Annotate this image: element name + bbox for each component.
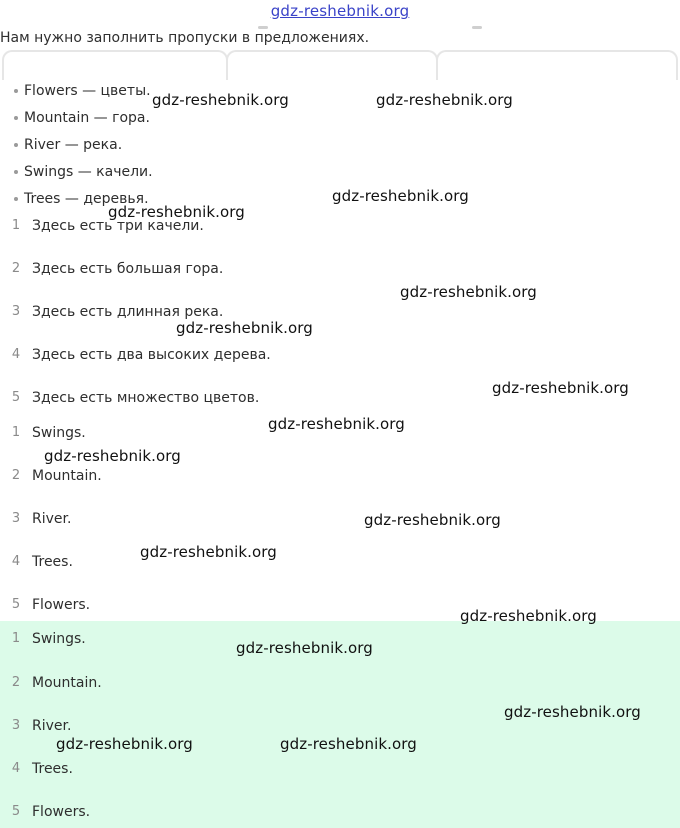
item-number: 2 bbox=[11, 261, 21, 276]
item-number: 5 bbox=[11, 597, 21, 612]
watermark-text: gdz-reshebnik.org bbox=[376, 91, 513, 109]
item-text: Здесь есть три качели. bbox=[32, 218, 204, 234]
item-number: 3 bbox=[11, 511, 21, 526]
item-number: 1 bbox=[11, 425, 21, 440]
item-number: 4 bbox=[11, 554, 21, 569]
item-text: Swings. bbox=[32, 631, 86, 647]
item-number: 5 bbox=[11, 390, 21, 405]
tab-2-label-fragment bbox=[258, 26, 268, 29]
watermark-text: gdz-reshebnik.org bbox=[492, 379, 629, 397]
watermark-text: gdz-reshebnik.org bbox=[400, 283, 537, 301]
item-text: Flowers. bbox=[32, 597, 91, 613]
item-text: Mountain. bbox=[32, 675, 102, 691]
tab-3[interactable] bbox=[436, 50, 678, 82]
item-number: 3 bbox=[11, 718, 21, 733]
site-header bbox=[0, 0, 680, 26]
item-text: River. bbox=[32, 718, 72, 734]
item-text: Trees. bbox=[32, 761, 73, 777]
vocab-text: Trees — деревья. bbox=[24, 191, 149, 207]
item-text: Здесь есть длинная река. bbox=[32, 304, 224, 320]
tab-1[interactable] bbox=[2, 50, 228, 82]
vocab-text: Flowers — цветы. bbox=[24, 83, 151, 99]
watermark-text: gdz-reshebnik.org bbox=[364, 511, 501, 529]
item-text: Trees. bbox=[32, 554, 73, 570]
site-link[interactable]: gdz-reshebnik.org bbox=[270, 2, 410, 20]
watermark-text: gdz-reshebnik.org bbox=[176, 319, 313, 337]
item-number: 2 bbox=[11, 675, 21, 690]
tab-2[interactable] bbox=[226, 50, 438, 82]
watermark-text: gdz-reshebnik.org bbox=[460, 607, 597, 625]
watermark-text: gdz-reshebnik.org bbox=[504, 703, 641, 721]
bullet-dot bbox=[14, 116, 18, 120]
intro-text: Нам нужно заполнить пропуски в предложениях. bbox=[0, 30, 370, 46]
item-number: 5 bbox=[11, 804, 21, 819]
bullet-dot bbox=[14, 170, 18, 174]
vocab-text: Swings — качели. bbox=[24, 164, 153, 180]
watermark-text: gdz-reshebnik.org bbox=[152, 91, 289, 109]
tab-bar bbox=[0, 50, 678, 84]
bullet-dot bbox=[14, 197, 18, 201]
item-text: Mountain. bbox=[32, 468, 102, 484]
vocab-text: Mountain — гора. bbox=[24, 110, 150, 126]
item-number: 4 bbox=[11, 347, 21, 362]
watermark-text: gdz-reshebnik.org bbox=[268, 415, 405, 433]
watermark-text: gdz-reshebnik.org bbox=[332, 187, 469, 205]
watermark-text: gdz-reshebnik.org bbox=[140, 543, 277, 561]
item-number: 1 bbox=[11, 218, 21, 233]
item-number: 4 bbox=[11, 761, 21, 776]
watermark-text: gdz-reshebnik.org bbox=[44, 447, 181, 465]
item-text: Здесь есть два высоких дерева. bbox=[32, 347, 271, 363]
watermark-text: gdz-reshebnik.org bbox=[108, 203, 245, 221]
item-text: Swings. bbox=[32, 425, 86, 441]
item-text: Здесь есть большая гора. bbox=[32, 261, 224, 277]
watermark-text: gdz-reshebnik.org bbox=[280, 735, 417, 753]
item-text: River. bbox=[32, 511, 72, 527]
bullet-dot bbox=[14, 89, 18, 93]
watermark-text: gdz-reshebnik.org bbox=[56, 735, 193, 753]
item-number: 1 bbox=[11, 631, 21, 646]
item-number: 3 bbox=[11, 304, 21, 319]
item-text: Flowers. bbox=[32, 804, 91, 820]
vocab-text: River — река. bbox=[24, 137, 123, 153]
tab-3-label-fragment bbox=[472, 26, 482, 29]
bullet-dot bbox=[14, 143, 18, 147]
watermark-text: gdz-reshebnik.org bbox=[236, 639, 373, 657]
item-number: 2 bbox=[11, 468, 21, 483]
item-text: Здесь есть множество цветов. bbox=[32, 390, 260, 406]
